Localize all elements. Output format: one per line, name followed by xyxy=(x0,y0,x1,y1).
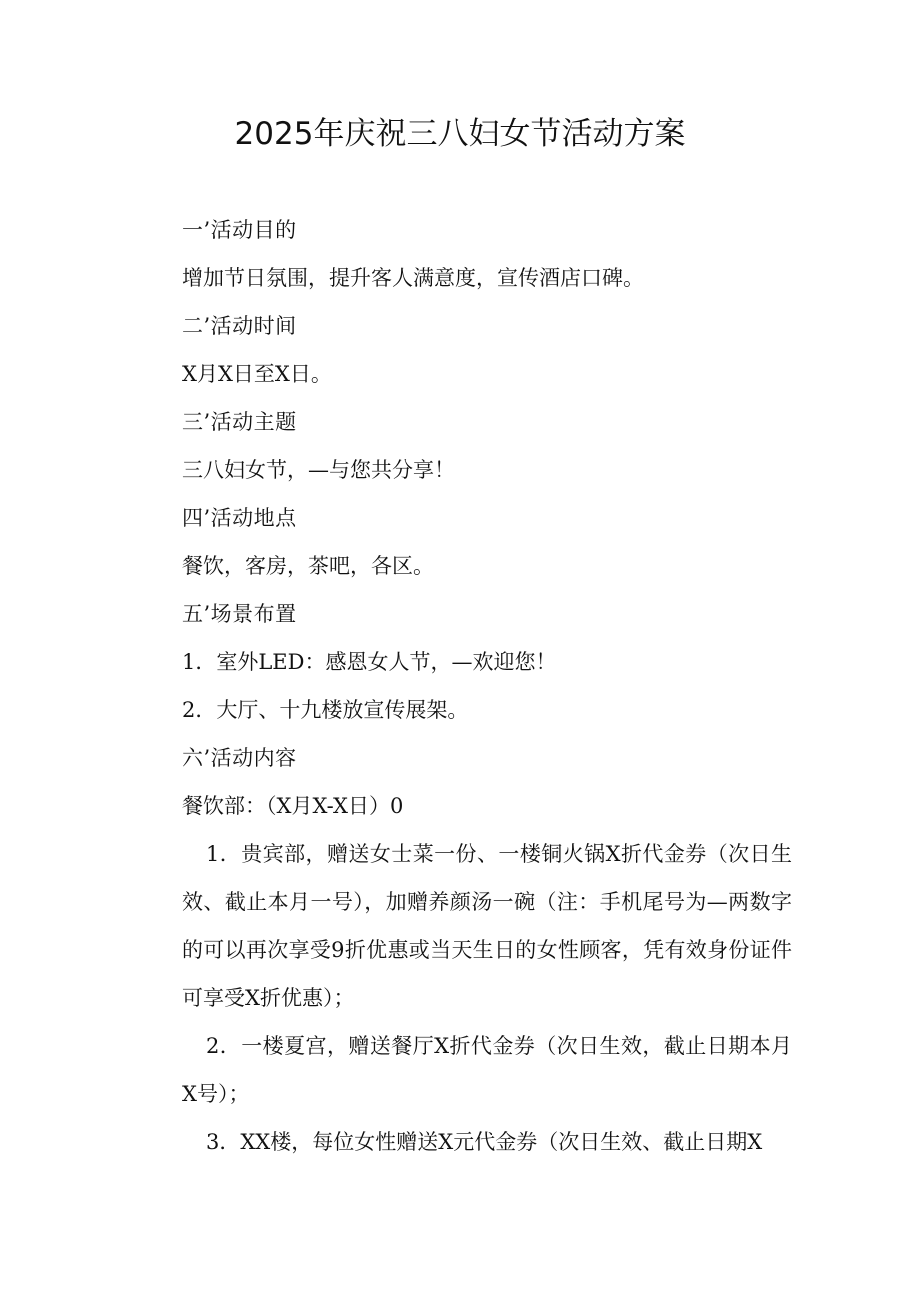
paragraph-location: 餐饮，客房，茶吧，各区。 xyxy=(182,554,434,578)
list-item-content-2: 2．一楼夏宫，赠送餐厅X折代金券（次日生效，截止日期本月X号）； xyxy=(182,1034,792,1106)
document-title: 2025年庆祝三八妇女节活动方案 xyxy=(234,116,686,152)
section-heading-theme: 三’活动主题 xyxy=(182,410,297,434)
paragraph-theme: 三八妇女节，—与您共分享！ xyxy=(182,458,455,482)
paragraph-catering: 餐饮部：（X月X-X日）0 xyxy=(182,794,404,818)
paragraph-time: X月X日至X日。 xyxy=(182,362,332,386)
section-heading-purpose: 一’活动目的 xyxy=(182,218,297,242)
document-body xyxy=(182,206,802,1166)
list-item-content-1: 1．贵宾部，赠送女士菜一份、一楼铜火锅X折代金券（次日生效、截止本月一号），加赠养颜汤一碗（注：手机尾号为—两数字的可以再次享受9折优惠或当天生日的女性顾客，凭有效身份证件可享受X折优惠）； xyxy=(182,842,792,1010)
section-heading-location: 四’活动地点 xyxy=(182,506,297,530)
section-heading-time: 二’活动时间 xyxy=(182,314,297,338)
list-item-decoration-1: 1．室外LED：感恩女人节，—欢迎您！ xyxy=(182,650,557,674)
paragraph-purpose: 增加节日氛围，提升客人满意度，宣传酒店口碑。 xyxy=(182,266,644,290)
section-heading-decoration: 五’场景布置 xyxy=(182,602,297,626)
list-item-content-3: 3．XX楼，每位女性赠送X元代金券（次日生效、截止日期X xyxy=(206,1130,763,1154)
list-item-decoration-2: 2．大厅、十九楼放宣传展架。 xyxy=(182,698,469,722)
section-heading-content: 六’活动内容 xyxy=(182,746,297,770)
